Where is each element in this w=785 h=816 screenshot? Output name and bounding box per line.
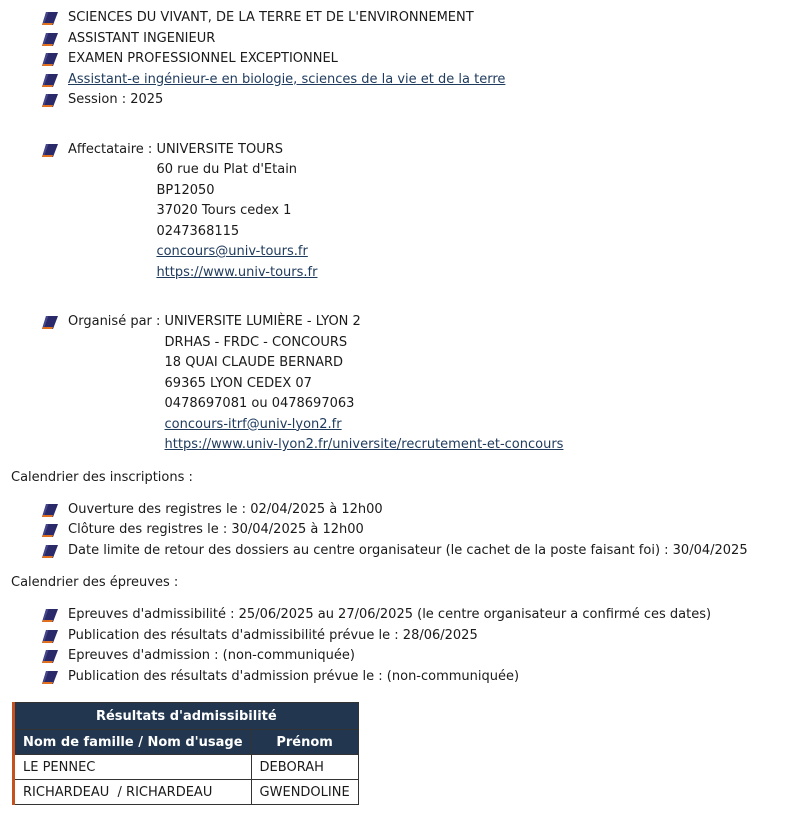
- admissibility-exam-text: Epreuves d'admissibilité : 25/06/2025 au 27/06/2025 (le centre organisateur a confirmé ces dates): [68, 607, 712, 622]
- arrow-bullet-icon: [42, 605, 68, 626]
- arrow-bullet-icon: [42, 541, 68, 562]
- admissibility-results-text: Publication des résultats d'admissibilité prévue le : 28/06/2025: [68, 627, 478, 643]
- website-link[interactable]: https://www.univ-tours.fr: [156, 264, 318, 280]
- organisateur-name: UNIVERSITE LUMIÈRE - LYON 2: [164, 314, 361, 329]
- affectataire-label: Affectataire :: [68, 141, 157, 157]
- column-header-name: Nom de famille / Nom d'usage: [14, 730, 252, 755]
- header-list: [0, 0, 785, 111]
- arrow-bullet-icon: [42, 626, 68, 647]
- closing-date-text: Clôture des registres le : 30/04/2025 à 12h00: [68, 522, 364, 537]
- list-item: [42, 605, 785, 626]
- category-text: SCIENCES DU VIVANT, DE LA TERRE ET DE L'ENVIRONNEMENT: [68, 10, 474, 25]
- arrow-bullet-icon: [42, 29, 68, 50]
- phone-text: 0247368115: [156, 223, 240, 239]
- arrow-bullet-icon: [42, 8, 68, 29]
- cell-lastname: RICHARDEAU / RICHARDEAU: [14, 780, 252, 805]
- list-item: [42, 29, 785, 50]
- address-line: 18 QUAI CLAUDE BERNARD: [164, 355, 344, 370]
- admission-results-text: Publication des résultats d'admission prévue le : (non-communiquée): [68, 668, 520, 684]
- opening-date-text: Ouverture des registres le : 02/04/2025 à 12h00: [68, 501, 383, 517]
- list-item: [42, 646, 785, 667]
- admission-exam-text: Epreuves d'admission : (non-communiquée): [68, 648, 355, 663]
- deadline-text: Date limite de retour des dossiers au centre organisateur (le cachet de la poste faisant foi) : 30/04/2025: [68, 542, 748, 558]
- list-item: [42, 626, 785, 647]
- organisateur-label: Organisé par :: [68, 314, 165, 329]
- epreuves-title: Calendrier des épreuves :: [11, 575, 179, 590]
- list-item: [42, 500, 785, 521]
- inscriptions-title: Calendrier des inscriptions :: [11, 469, 193, 485]
- email-link[interactable]: concours-itrf@univ-lyon2.fr: [164, 416, 342, 432]
- list-item: [42, 520, 785, 541]
- list-item: [42, 70, 785, 91]
- epreuves-list: [0, 593, 785, 687]
- affectataire-name: UNIVERSITE TOURS: [156, 141, 283, 157]
- list-item: [42, 90, 785, 111]
- list-item: [42, 312, 785, 456]
- email-link[interactable]: concours@univ-tours.fr: [156, 244, 308, 259]
- website-link[interactable]: https://www.univ-lyon2.fr/universite/recrutement-et-concours: [164, 437, 564, 452]
- list-item: [42, 8, 785, 29]
- exam-type-text: EXAMEN PROFESSIONNEL EXCEPTIONNEL: [68, 51, 338, 66]
- arrow-bullet-icon: [42, 312, 68, 333]
- arrow-bullet-icon: [42, 49, 68, 70]
- arrow-bullet-icon: [42, 500, 68, 521]
- address-line: 37020 Tours cedex 1: [156, 203, 292, 218]
- arrow-bullet-icon: [42, 646, 68, 667]
- phone-text: 0478697081 ou 0478697063: [164, 396, 355, 411]
- cell-firstname: GWENDOLINE: [251, 780, 358, 805]
- results-table: [12, 702, 359, 805]
- arrow-bullet-icon: [42, 70, 68, 91]
- address-line: DRHAS - FRDC - CONCOURS: [164, 334, 348, 350]
- session-text: Session : 2025: [68, 92, 164, 107]
- cell-lastname: LE PENNEC: [14, 755, 252, 780]
- list-item: [42, 49, 785, 70]
- arrow-bullet-icon: [42, 90, 68, 111]
- arrow-bullet-icon: [42, 140, 68, 161]
- list-item: [42, 667, 785, 688]
- organisateur-block: [0, 283, 785, 456]
- corps-text: ASSISTANT INGENIEUR: [68, 30, 216, 46]
- table-row: [14, 755, 359, 780]
- arrow-bullet-icon: [42, 520, 68, 541]
- list-item: [42, 140, 785, 284]
- cell-firstname: DEBORAH: [251, 755, 358, 780]
- address-line: 69365 LYON CEDEX 07: [164, 375, 312, 391]
- job-link[interactable]: Assistant-e ingénieur-e en biologie, sciences de la vie et de la terre: [68, 71, 506, 87]
- list-item: [42, 541, 785, 562]
- column-header-firstname: Prénom: [251, 730, 358, 755]
- address-line: 60 rue du Plat d'Etain: [156, 162, 298, 177]
- table-row: [14, 780, 359, 805]
- inscriptions-list: [0, 488, 785, 562]
- affectataire-block: [0, 111, 785, 284]
- results-caption: Résultats d'admissibilité: [14, 703, 359, 730]
- address-line: BP12050: [156, 182, 215, 198]
- arrow-bullet-icon: [42, 667, 68, 688]
